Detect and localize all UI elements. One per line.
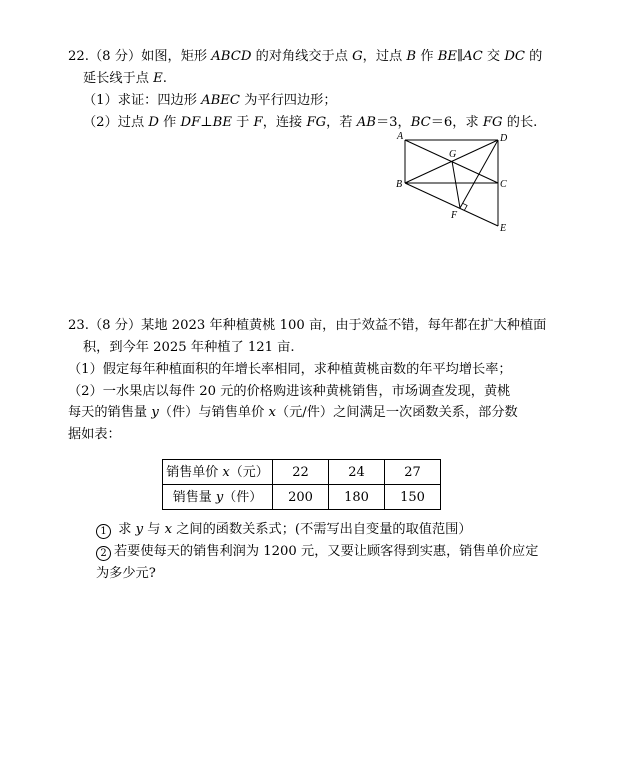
q22-var: D	[148, 115, 159, 130]
q23-part2-line3	[68, 428, 121, 441]
q22-var: BC	[410, 115, 431, 130]
q22-text: 的对角线交于点	[251, 49, 353, 64]
q22-text: 延长线于点	[83, 71, 154, 86]
table-cell: 180	[329, 485, 385, 510]
label-f: F	[451, 210, 458, 221]
q22-text: 于	[231, 115, 254, 130]
q23-text: （件）与销售单价	[158, 405, 269, 420]
q22-var: AB	[356, 115, 376, 130]
q22-text: ＝3，	[375, 115, 411, 130]
q23-stem-line2	[83, 341, 295, 354]
q22-var: G	[352, 49, 363, 64]
q22-var: ABCD	[211, 49, 252, 64]
q22-geometry-figure	[385, 128, 515, 237]
label-g: G	[449, 149, 457, 160]
q22-var: F	[253, 115, 263, 130]
q22-text: 如图，矩形	[141, 49, 212, 64]
q22-number: 22.	[68, 49, 89, 64]
table-row-volume	[163, 485, 441, 510]
table-cell: 27	[385, 460, 441, 485]
q22-text: ＝6，求	[430, 115, 483, 130]
q22-var: FG	[306, 115, 327, 130]
q23-text: 求	[114, 522, 136, 537]
table-row-price	[163, 460, 441, 485]
q23-text: 若要使每天的销售利润为 1200 元，又要让顾客得到实惠，销售单价应定	[114, 544, 539, 559]
label-d: D	[500, 133, 508, 144]
q23-score: （8 分）	[88, 318, 142, 333]
table-cell: 150	[385, 485, 441, 510]
q22-text: 为平行四边形；	[240, 93, 337, 108]
q23-data-table	[162, 459, 441, 510]
table-header-text: （元）	[229, 464, 269, 480]
q22-text: 作	[416, 49, 438, 64]
q23-text: （1）假定每年种植面积的年增长率相同，求种植黄桃亩数的年平均增长率；	[68, 362, 512, 377]
q23-var: x	[164, 522, 173, 537]
right-angle-mark	[463, 203, 468, 210]
q23-text: 某地 2023 年种植黄桃 100 亩，由于效益不错，每年都在扩大种植面	[141, 318, 547, 333]
q23-text: 为多少元?	[96, 566, 156, 581]
q23-var: y	[135, 522, 144, 537]
label-c: C	[500, 179, 507, 190]
table-header-text: 销售量	[172, 489, 216, 505]
q22-text: ，过点	[362, 49, 407, 64]
q22-score: （8 分）	[88, 49, 142, 64]
q22-text: 的	[524, 49, 543, 64]
table-header-price	[163, 460, 273, 485]
q23-text: （元/件）之间满足一次函数关系，部分数	[275, 405, 518, 420]
q23-part2-line1	[68, 385, 510, 398]
table-cell: 24	[329, 460, 385, 485]
q22-var: B	[406, 49, 417, 64]
q22-text: 作	[158, 115, 181, 130]
q23-text: 积，到今年 2025 年种植了 121 亩.	[83, 340, 295, 355]
q23-text: 之间的函数关系式；(不需写出自变量的取值范围）	[172, 522, 472, 537]
label-a: A	[397, 131, 404, 142]
q23-sub1	[96, 523, 472, 539]
q23-text: 与	[143, 522, 165, 537]
label-e: E	[500, 223, 507, 234]
q22-var: E	[153, 71, 163, 86]
segment-gf	[452, 161, 460, 208]
q23-part1	[68, 363, 512, 376]
q23-var: x	[268, 405, 276, 420]
q22-text: 交	[482, 49, 505, 64]
q23-number: 23.	[68, 318, 89, 333]
q23-stem-line1	[68, 319, 546, 332]
q23-var: y	[151, 405, 159, 420]
table-header-text: 销售单价	[166, 464, 223, 480]
q23-text: 每天的销售量	[68, 405, 152, 420]
q22-text: （1）求证：四边形	[83, 93, 202, 108]
q22-var: DC	[504, 49, 525, 64]
geometry-svg	[385, 128, 515, 234]
table-header-var: x	[222, 464, 230, 480]
q23-sub2-line1	[96, 545, 538, 561]
circled-number-1: 1	[96, 524, 111, 539]
q22-var: DF⊥BE	[180, 115, 232, 130]
label-b: B	[396, 179, 403, 190]
segment-df	[460, 140, 498, 208]
q22-part1	[83, 94, 337, 107]
q22-stem-line2	[83, 72, 167, 85]
table-cell: 22	[273, 460, 329, 485]
table-header-volume	[163, 485, 273, 510]
table-header-var: y	[215, 489, 224, 505]
q23-part2-line2	[68, 406, 518, 419]
q22-text: .	[162, 71, 167, 86]
q22-stem-line1	[68, 50, 542, 63]
q22-var: ABEC	[201, 93, 241, 108]
table-header-text: （件）	[223, 489, 263, 505]
q22-text: ，连接	[262, 115, 307, 130]
q23-text: 据如表：	[68, 427, 121, 442]
table-cell: 200	[273, 485, 329, 510]
q22-text: （2）过点	[83, 115, 149, 130]
q22-var: FG	[482, 115, 503, 130]
q23-text: （2）一水果店以每件 20 元的价格购进该种黄桃销售，市场调查发现，黄桃	[68, 384, 511, 399]
q22-text: 的长.	[502, 115, 538, 130]
q23-sub2-line2	[96, 567, 156, 580]
q22-text: ，若	[326, 115, 357, 130]
circled-number-2: 2	[96, 546, 111, 561]
q22-var: BE∥AC	[437, 49, 483, 64]
